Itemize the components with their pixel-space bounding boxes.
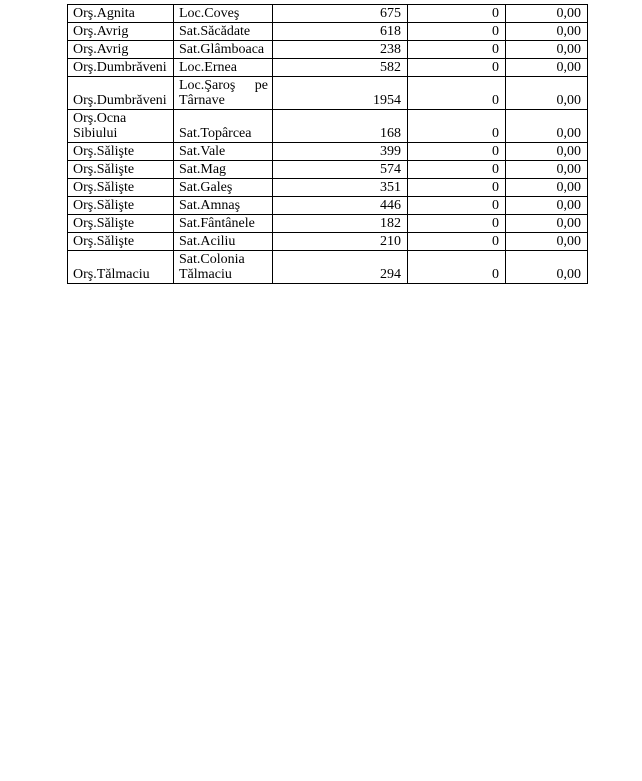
locality-cell: Sat.Glâmboaca — [174, 41, 273, 59]
locality-cell: Sat.Vale — [174, 143, 273, 161]
value2-cell: 0 — [408, 59, 506, 77]
table-row — [68, 5, 588, 23]
locality-cell: Sat.Amnaş — [174, 197, 273, 215]
value2-cell: 0 — [408, 143, 506, 161]
value3-cell: 0,00 — [506, 233, 588, 251]
town-cell: Orş.Agnita — [68, 5, 174, 23]
value2-cell: 0 — [408, 77, 506, 110]
table-row — [68, 215, 588, 233]
value3-cell: 0,00 — [506, 251, 588, 284]
value1-cell: 168 — [273, 110, 408, 143]
locality-cell: Sat.Aciliu — [174, 233, 273, 251]
value3-cell: 0,00 — [506, 110, 588, 143]
table-row — [68, 179, 588, 197]
value1-cell: 618 — [273, 23, 408, 41]
value1-cell: 582 — [273, 59, 408, 77]
value1-cell: 182 — [273, 215, 408, 233]
table-row — [68, 77, 588, 110]
table-row — [68, 41, 588, 59]
value1-cell: 574 — [273, 161, 408, 179]
town-cell: Orş.Sălişte — [68, 143, 174, 161]
town-cell: Orş.Dumbrăveni — [68, 59, 174, 77]
value1-cell: 1954 — [273, 77, 408, 110]
locality-cell: Sat.Fântânele — [174, 215, 273, 233]
town-cell: Orş.Tălmaciu — [68, 251, 174, 284]
locality-cell: Sat.Săcădate — [174, 23, 273, 41]
value2-cell: 0 — [408, 161, 506, 179]
table-row — [68, 59, 588, 77]
value1-cell: 210 — [273, 233, 408, 251]
value2-cell: 0 — [408, 110, 506, 143]
table-row — [68, 110, 588, 143]
value1-cell: 294 — [273, 251, 408, 284]
localities-table — [67, 4, 588, 284]
locality-cell: Sat.Colonia Tălmaciu — [174, 251, 273, 284]
locality-cell: Sat.Mag — [174, 161, 273, 179]
value1-cell: 446 — [273, 197, 408, 215]
value3-cell: 0,00 — [506, 5, 588, 23]
value3-cell: 0,00 — [506, 197, 588, 215]
town-cell: Orş.Sălişte — [68, 179, 174, 197]
value2-cell: 0 — [408, 5, 506, 23]
value3-cell: 0,00 — [506, 179, 588, 197]
value3-cell: 0,00 — [506, 143, 588, 161]
value2-cell: 0 — [408, 179, 506, 197]
value3-cell: 0,00 — [506, 23, 588, 41]
value2-cell: 0 — [408, 23, 506, 41]
locality-cell: Sat.Galeş — [174, 179, 273, 197]
value1-cell: 675 — [273, 5, 408, 23]
town-cell: Orş.Dumbrăveni — [68, 77, 174, 110]
town-cell: Orş.Ocna Sibiului — [68, 110, 174, 143]
value2-cell: 0 — [408, 197, 506, 215]
table-row — [68, 197, 588, 215]
locality-cell: Sat.Topârcea — [174, 110, 273, 143]
table-row — [68, 233, 588, 251]
town-cell: Orş.Sălişte — [68, 215, 174, 233]
table-row — [68, 143, 588, 161]
value2-cell: 0 — [408, 41, 506, 59]
value3-cell: 0,00 — [506, 77, 588, 110]
town-cell: Orş.Avrig — [68, 23, 174, 41]
town-cell: Orş.Sălişte — [68, 161, 174, 179]
table-row — [68, 23, 588, 41]
value2-cell: 0 — [408, 215, 506, 233]
table-row — [68, 161, 588, 179]
town-cell: Orş.Sălişte — [68, 233, 174, 251]
locality-cell: Loc.Coveş — [174, 5, 273, 23]
value2-cell: 0 — [408, 233, 506, 251]
value1-cell: 399 — [273, 143, 408, 161]
value3-cell: 0,00 — [506, 161, 588, 179]
locality-cell: Loc.Ernea — [174, 59, 273, 77]
value3-cell: 0,00 — [506, 41, 588, 59]
value2-cell: 0 — [408, 251, 506, 284]
localities-table-body — [68, 5, 588, 284]
value3-cell: 0,00 — [506, 59, 588, 77]
table-row — [68, 251, 588, 284]
town-cell: Orş.Sălişte — [68, 197, 174, 215]
value3-cell: 0,00 — [506, 215, 588, 233]
locality-cell: Loc.Şaroş pe Târnave — [174, 77, 273, 110]
town-cell: Orş.Avrig — [68, 41, 174, 59]
value1-cell: 351 — [273, 179, 408, 197]
value1-cell: 238 — [273, 41, 408, 59]
